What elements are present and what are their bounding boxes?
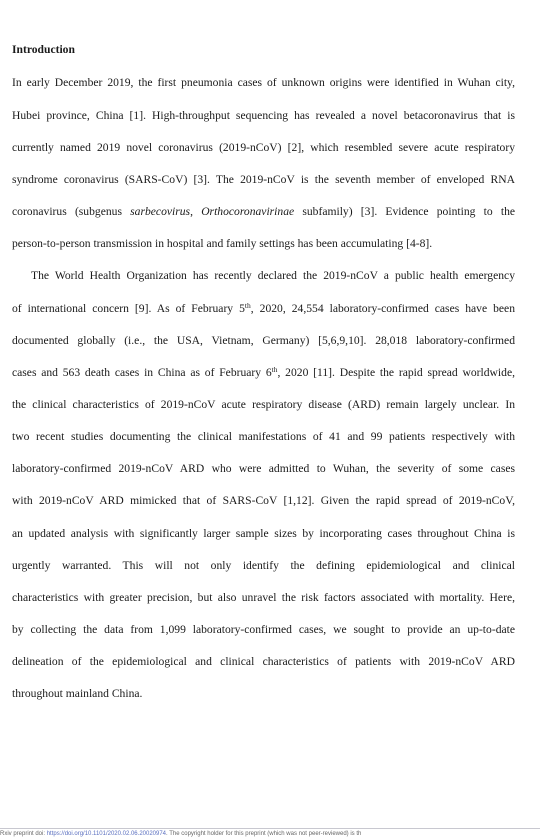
paragraph-line: delineation of the epidemiological and clinical characteristics of patients with 2019-nCoV ARD — [12, 655, 515, 668]
paragraph-line: of international concern [9]. As of February 5th, 2020, 24,554 laboratory-confirmed cases have been — [12, 301, 515, 315]
paragraph-line: an updated analysis with significantly larger sample sizes by incorporating cases throughout China is — [12, 527, 515, 540]
paragraph-line: throughout mainland China. — [12, 687, 143, 700]
preprint-footer — [0, 830, 540, 839]
paragraph-line: characteristics with greater precision, but also unravel the risk factors associated with mortality. Here, — [12, 591, 515, 604]
footer-suffix: . The copyright holder for this preprint (which was not peer-reviewed) is th — [166, 831, 362, 837]
paragraph-line: In early December 2019, the first pneumonia cases of unknown origins were identified in Wuhan city, — [12, 76, 515, 89]
footer-prefix: Rxiv preprint doi: — [0, 831, 47, 837]
paragraph-line: The World Health Organization has recently declared the 2019-nCoV a public health emergency — [31, 269, 515, 282]
paragraph-line: syndrome coronavirus (SARS-CoV) [3]. The 2019-nCoV is the seventh member of enveloped RNA — [12, 173, 515, 186]
paragraph-line: Hubei province, China [1]. High-throughput sequencing has revealed a novel betacoronavirus that is — [12, 109, 515, 122]
paragraph-line: person-to-person transmission in hospital and family settings has been accumulating [4-8]. — [12, 237, 433, 250]
paragraph-line: currently named 2019 novel coronavirus (2019-nCoV) [2], which resembled severe acute respiratory — [12, 141, 515, 154]
paragraph-line: by collecting the data from 1,099 laboratory-confirmed cases, we sought to provide an up-to-date — [12, 623, 515, 636]
section-heading: Introduction — [12, 43, 75, 56]
paragraph-line: with 2019-nCoV ARD mimicked that of SARS-CoV [1,12]. Given the rapid spread of 2019-nCoV, — [12, 494, 515, 507]
paragraph-line: the clinical characteristics of 2019-nCoV acute respiratory disease (ARD) remain largely unclear. In — [12, 398, 515, 411]
paragraph-line: coronavirus (subgenus sarbecovirus, Orthocoronavirinae subfamily) [3]. Evidence pointing to the — [12, 205, 516, 218]
footer-divider — [0, 828, 540, 829]
paragraph-line: urgently warranted. This will not only identify the defining epidemiological and clinical — [12, 559, 515, 572]
paragraph-line: cases and 563 death cases in China as of February 6th, 2020 [11]. Despite the rapid spread worldwide, — [12, 365, 515, 379]
paragraph-line: laboratory-confirmed 2019-nCoV ARD who were admitted to Wuhan, the severity of some cases — [12, 462, 515, 475]
doi-link[interactable]: https://doi.org/10.1101/2020.02.06.20020974 — [46, 831, 167, 837]
paragraph-line: documented globally (i.e., the USA, Vietnam, Germany) [5,6,9,10]. 28,018 laboratory-confirmed — [12, 334, 515, 347]
paragraph-line: two recent studies documenting the clinical manifestations of 41 and 99 patients respectively with — [12, 430, 515, 443]
